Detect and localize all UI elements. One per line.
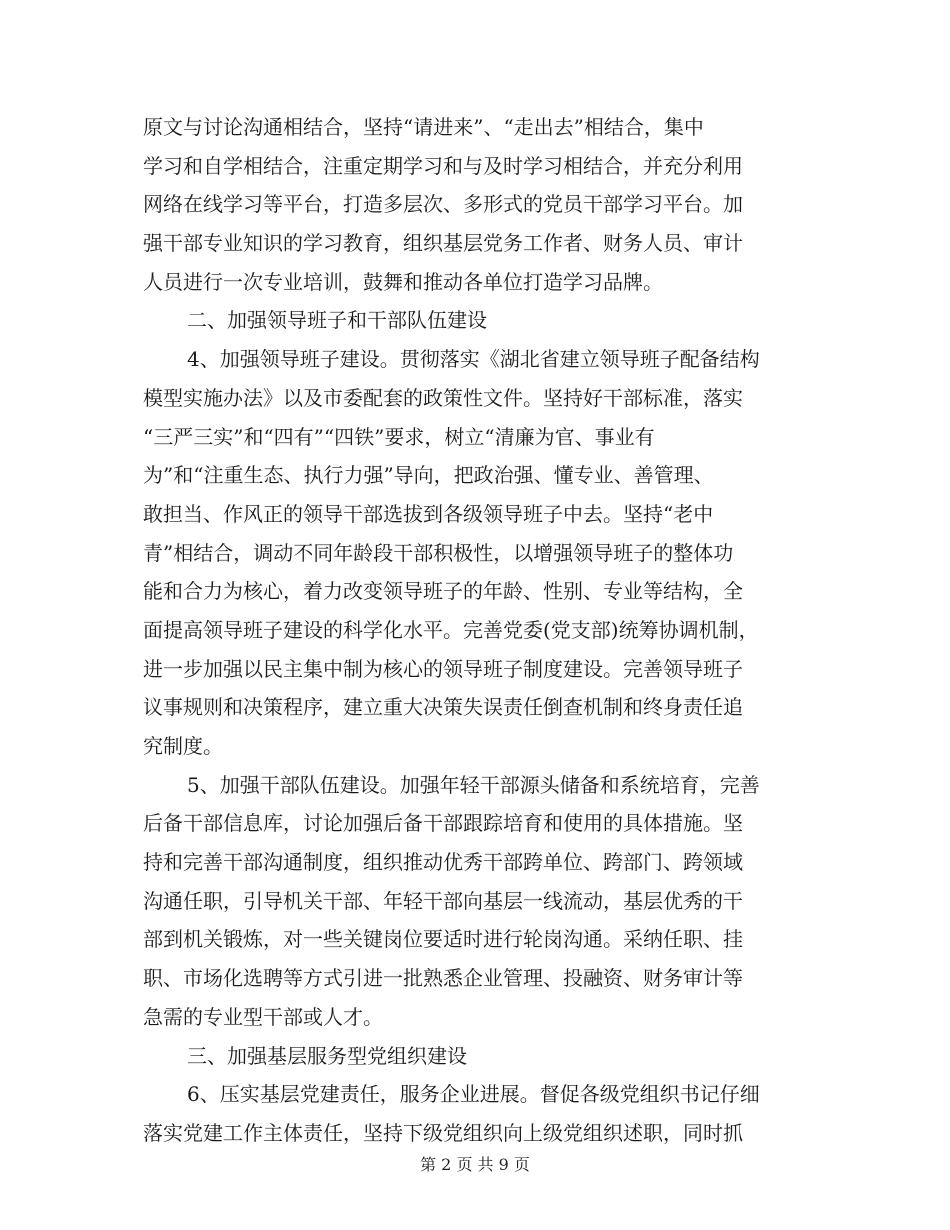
text-line: 能和合力为核心，着力改变领导班子的年龄、性别、专业等结构，全 <box>143 579 743 604</box>
page-number-footer: 第 2 页 共 9 页 <box>420 1155 530 1174</box>
text-line: 议事规则和决策程序，建立重大决策失误责任倒查机制和终身责任追 <box>143 695 743 720</box>
text-line: 网络在线学习等平台，打造多层次、多形式的党员干部学习平台。加 <box>143 192 743 217</box>
text-line: 进一步加强以民主集中制为核心的领导班子制度建设。完善领导班子 <box>143 656 743 681</box>
text-line: 强干部专业知识的学习教育，组织基层党务工作者、财务人员、审计 <box>143 231 743 256</box>
text-line: 面提高领导班子建设的科学化水平。完善党委(党支部)统筹协调机制， <box>143 617 759 642</box>
section-heading: 三、加强基层服务型党组织建设 <box>187 1043 467 1068</box>
text-line: 究制度。 <box>143 734 223 758</box>
text-line: 5、加强干部队伍建设。加强年轻干部源头储备和系统培育，完善 <box>187 772 760 797</box>
section-heading: 二、加强领导班子和干部队伍建设 <box>187 308 487 333</box>
text-line: 沟通任职，引导机关干部、年轻干部向基层一线流动，基层优秀的干 <box>143 888 743 913</box>
text-line: 持和完善干部沟通制度，组织推动优秀干部跨单位、跨部门、跨领域 <box>143 850 743 875</box>
text-line: 部到机关锻炼，对一些关键岗位要适时进行轮岗沟通。采纳任职、挂 <box>143 927 743 952</box>
document-body <box>143 108 815 1153</box>
text-line: 模型实施办法》以及市委配套的政策性文件。坚持好干部标准，落实 <box>143 385 743 410</box>
text-line: 6、压实基层党建责任，服务企业进展。督促各级党组织书记仔细 <box>187 1082 760 1107</box>
text-line: 学习和自学相结合，注重定期学习和与及时学习相结合，并充分利用 <box>143 153 743 178</box>
text-line: “三严三实”和“四有”“四铁”要求，树立“清廉为官、事业有 <box>143 424 655 449</box>
text-line: 人员进行一次专业培训，鼓舞和推动各单位打造学习品牌。 <box>143 269 663 294</box>
text-line: 职、市场化选聘等方式引进一批熟悉企业管理、投融资、财务审计等 <box>143 966 743 991</box>
text-line: 4、加强领导班子建设。贯彻落实《湖北省建立领导班子配备结构 <box>187 347 760 372</box>
text-line: 落实党建工作主体责任，坚持下级党组织向上级党组织述职，同时抓 <box>143 1120 743 1145</box>
text-line: 敢担当、作风正的领导干部选拔到各级领导班子中去。坚持“老中 <box>143 501 714 526</box>
text-line: 原文与讨论沟通相结合，坚持“请进来”、“走出去”相结合，集中 <box>143 115 704 139</box>
text-line: 为”和“注重生态、执行力强”导向，把政治强、懂专业、善管理、 <box>143 463 714 488</box>
text-line: 青”相结合，调动不同年龄段干部积极性，以增强领导班子的整体功 <box>143 540 734 565</box>
text-line: 后备干部信息库，讨论加强后备干部跟踪培育和使用的具体措施。坚 <box>143 811 743 836</box>
text-line: 急需的专业型干部或人才。 <box>143 1004 383 1029</box>
